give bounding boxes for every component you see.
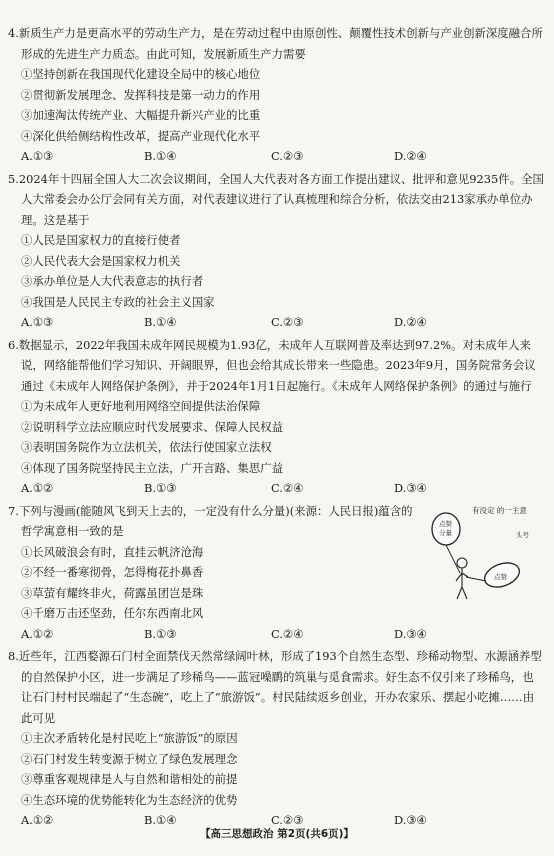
person-figure-icon [456,568,468,599]
choice-d: D.②④ [394,315,427,329]
cartoon-balloon-illustration [420,501,540,611]
balloon-label: 点赞 [439,519,452,528]
question-5 [8,169,544,333]
answer-choices [8,146,544,167]
answer-choices [8,478,544,499]
option-2: ②贯彻新发展理念、发挥科技是第一动力的作用 [21,87,261,102]
question-stem: 8.近些年，江西婺源石门村全面禁伐天然常绿阔叶林，形成了193个自然生态型、珍稀动物型、水源涵养型的自然保护小区，进一步满足了珍稀鸟——蓝冠噪鹛的筑巢与觅食需求。好生态不仅引来了珍稀鸟，也让石门村村民端起了“生态碗”，吃上了“旅游饭”。村民陆续返乡创业，开办农家乐、摆起小吃摊……由此可见 [8,649,542,725]
question-7 [8,501,544,645]
option-1: ①主次矛盾转化是村民吃上“旅游饭”的原因 [21,731,238,745]
balloon-string [446,545,460,573]
balloon-label: 点赞 [494,572,507,581]
choice-b: B.①③ [144,481,177,495]
choice-c: C.②④ [271,481,304,495]
choice-c: C.②③ [271,149,304,163]
question-stem: 6.数据显示，2022年我国未成年网民规模为1.93亿，未成年人互联网普及率达到97.2%。对未成年人来说，网络能帮他们学习知识、开阔眼界，但也会给其成长带来一些隐患。2023年9月，国务院常务会议通过《未成年人网络保护条例》，并于2024年1月1日起施行。《未成年人网络保护条例》的通过与施行 [8,337,536,393]
person-head-icon [457,558,467,568]
choice-d: D.③④ [394,626,427,641]
answer-choices [8,312,544,333]
cartoon-caption: 有没定 的一主意 [472,505,527,515]
option-3: ③表明国务院作为立法机关，依法行使国家立法权 [21,440,272,454]
question-6 [8,335,544,499]
option-3: ③加速淘汰传统产业、大幅提升新兴产业的比重 [21,108,261,122]
option-2: ②说明科学立法应顺应时代发展要求、保障人民权益 [21,419,283,434]
choice-a: A.①③ [21,149,54,163]
option-3: ③草萤有耀终非火，荷露虽团岂是珠 [21,585,204,600]
option-3: ③承办单位是人大代表意志的执行者 [21,274,204,288]
option-3: ③尊重客观规律是人与自然和谐相处的前提 [21,772,238,786]
choice-a: A.①② [21,813,54,827]
option-1: ①坚持创新在我国现代化建设全局中的核心地位 [21,67,261,81]
balloon-label: 分量 [439,528,452,537]
choice-c: C.②③ [271,813,304,827]
option-2: ②人民代表大会是国家权力机关 [21,253,181,268]
choice-d: D.③④ [394,481,427,495]
question-stem: 5.2024年十四届全国人大二次会议期间，全国人大代表对各方面工作提出建议、批评和意见9235件。全国人大常委会办公厅会同有关方面，对代表建议进行了认真梳理和综合分析，依法交由213家承办单位办理。这是基于 [8,171,544,227]
option-1: ①人民是国家权力的直接行使者 [21,233,181,247]
question-stem: 4.新质生产力是更高水平的劳动生产力，是在劳动过程中由原创性、颠覆性技术创新与产业创新深度融合所形成的先进生产力质态。由此可知，发展新质生产力需要 [8,26,543,61]
balloon-string [466,577,486,581]
question-8 [8,646,544,831]
option-1: ①长风破浪会有时，直挂云帆济沧海 [21,544,204,559]
option-4: ④深化供给侧结构性改革，提高产业现代化水平 [21,128,261,143]
choice-b: B.①④ [144,813,177,827]
question-stem: 7.下列与漫画(能随风飞到天上去的，一定没有什么分量)(来源：人民日报)蕴含的哲学寓意相一致的是 [8,503,413,538]
choice-d: D.②④ [394,149,427,163]
option-4: ④千磨万击还坚劲，任尔东西南北风 [21,606,204,620]
choice-c: C.②④ [271,626,304,641]
choice-a: A.①③ [21,315,54,329]
choice-b: B.①③ [144,626,177,641]
choice-b: B.①④ [144,149,177,163]
question-4 [8,23,544,167]
option-2: ②石门村发生转变源于树立了绿色发展理念 [21,751,238,766]
page-footer: 【高三思想政治 第2页(共6页)】 [200,828,354,840]
choice-a: A.①② [21,481,54,495]
choice-b: B.①④ [144,315,177,329]
option-4: ④体现了国务院坚持民主立法，广开言路、集思广益 [21,460,283,475]
choice-d: D.③④ [394,813,427,827]
option-4: ④我国是人民民主专政的社会主义国家 [21,294,215,309]
option-2: ②不经一番寒彻骨，怎得梅花扑鼻香 [21,565,204,579]
cartoon-side-text: 头号 [516,530,529,539]
choice-a: A.①② [21,626,54,641]
choice-c: C.②③ [271,315,304,329]
answer-choices [8,624,544,645]
option-4: ④生态环境的优势能转化为生态经济的优势 [21,792,238,807]
option-1: ①为未成年人更好地利用网络空间提供法治保障 [21,399,261,413]
